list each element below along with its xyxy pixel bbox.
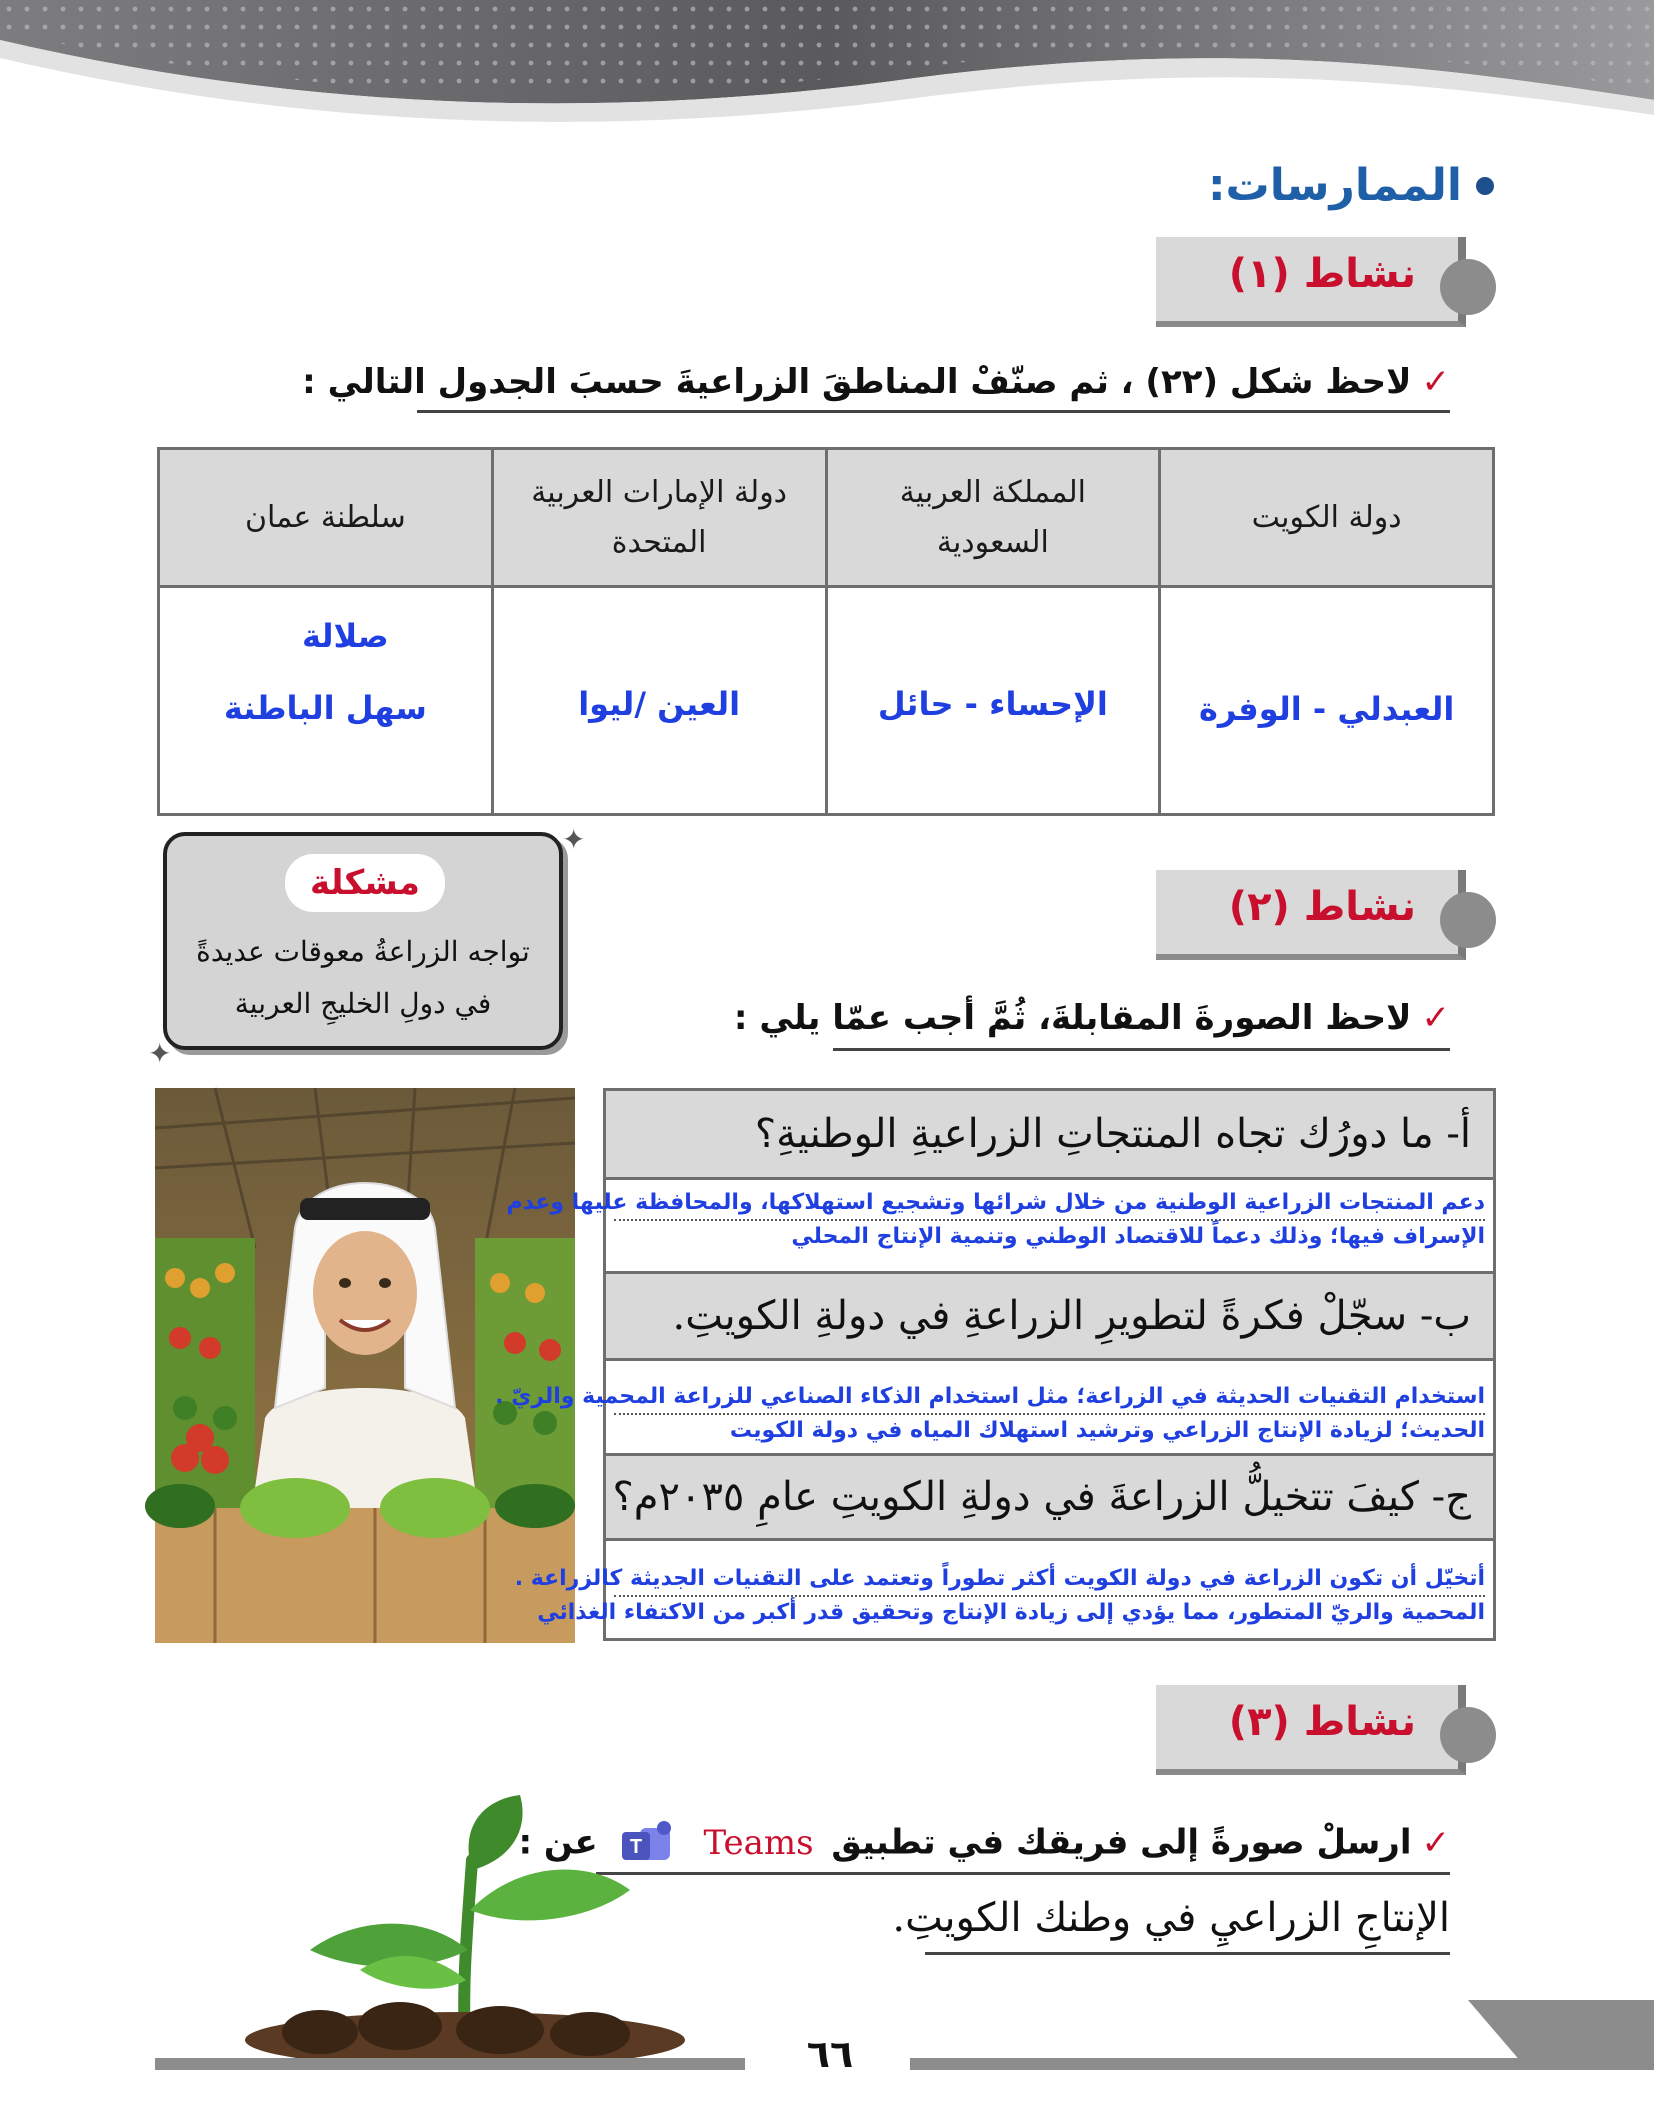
answer-b-line1: استخدام التقنيات الحديثة في الزراعة؛ مثل استخدام الذكاء الصناعي للزراعة المحمية والريّ . bbox=[614, 1381, 1485, 1415]
cell-saudi bbox=[826, 587, 1160, 815]
bullet-icon bbox=[1476, 177, 1494, 195]
cell-saudi-text: الإحساء - حائل bbox=[877, 685, 1108, 723]
activity-3-instruction-before: ارسلْ صورةً إلى فريقك في تطبيق bbox=[831, 1822, 1412, 1863]
header-kuwait: دولة الكويت bbox=[1160, 449, 1494, 587]
question-c: ج- كيفَ تتخيلُّ الزراعةَ في دولةِ الكويتِ عامِ ٢٠٣٥م؟ bbox=[606, 1453, 1493, 1541]
activity-3-banner bbox=[1156, 1685, 1496, 1775]
activity-2-banner bbox=[1156, 870, 1496, 960]
cell-oman-line2: سهل الباطنة bbox=[223, 689, 427, 727]
checkmark-icon: ✓ bbox=[1421, 362, 1450, 402]
footer-corner-decoration bbox=[1468, 2000, 1654, 2070]
answer-c bbox=[514, 1543, 1493, 1641]
activity-3-line2-underline bbox=[925, 1952, 1450, 1955]
answer-b-line2: الحديث؛ لزيادة الإنتاج الزراعي وترشيد استهلاك المياه في دولة الكويت bbox=[729, 1418, 1485, 1443]
activity-2-underline bbox=[833, 1048, 1450, 1051]
answer-c-line2: المحمية والريّ المتطور، مما يؤدي إلى زيادة الإنتاج وتحقيق قدر أكبر من الاكتفاء الغذائي bbox=[537, 1600, 1485, 1625]
activity-3-underline bbox=[596, 1872, 1450, 1875]
questions-panel bbox=[495, 1088, 1496, 1641]
sparkle-icon: ✦ bbox=[148, 1037, 172, 1070]
problem-title: مشكلة bbox=[285, 854, 445, 912]
answer-a bbox=[506, 1183, 1493, 1271]
activity-3-label: نشاط (٣) bbox=[1228, 1699, 1416, 1745]
cell-uae-text: العين /ليوا bbox=[578, 685, 741, 723]
activity-2-circle-icon bbox=[1440, 892, 1496, 948]
activity-3-circle-icon bbox=[1440, 1707, 1496, 1763]
activity-1-instruction-text: لاحظ شكل (٢٢) ، ثم صنّفْ المناطقَ الزراعيةَ حسبَ الجدول التالي : bbox=[302, 362, 1412, 402]
answer-b bbox=[495, 1363, 1493, 1453]
cell-uae bbox=[492, 587, 826, 815]
activity-2-instruction bbox=[734, 998, 1450, 1038]
svg-text:T: T bbox=[629, 1836, 642, 1858]
question-a: أ- ما دورُك تجاه المنتجاتِ الزراعيةِ الوطنيةِ؟ bbox=[606, 1088, 1493, 1180]
cell-kuwait-text: العبدلي - الوفرة bbox=[1198, 689, 1455, 728]
activity-1-label: نشاط (١) bbox=[1228, 251, 1416, 297]
activity-3-line2: الإنتاجِ الزراعيِ في وطنك الكويتِ. bbox=[892, 1895, 1450, 1941]
problem-text-line2: في دولِ الخليجِ العربية bbox=[234, 987, 492, 1020]
header-oman: سلطنة عمان bbox=[159, 449, 493, 587]
footer-bar-left bbox=[155, 2058, 745, 2070]
section-heading bbox=[1208, 160, 1494, 211]
problem-text bbox=[177, 926, 549, 1030]
checkmark-icon: ✓ bbox=[1421, 1822, 1450, 1863]
answer-c-line1: أتخيّل أن تكون الزراعة في دولة الكويت أكثر تطوراً وتعتمد على التقنيات الجديثة كالزراعة . bbox=[614, 1563, 1485, 1597]
market-boy-photo bbox=[155, 1088, 575, 1643]
activity-2-label: نشاط (٢) bbox=[1228, 884, 1416, 930]
problem-card bbox=[163, 832, 563, 1050]
question-b: ب- سجّلْ فكرةً لتطويرِ الزراعةِ في دولةِ الكويتِ. bbox=[606, 1271, 1493, 1361]
answer-a-line1: دعم المنتجات الزراعية الوطنية من خلال شرائها وتشجيع استهلاكها، والمحافظة عليها وعدم bbox=[614, 1187, 1485, 1221]
activity-1-circle-icon bbox=[1440, 259, 1496, 315]
answer-a-line2: الإسراف فيها؛ وذلك دعماً للاقتصاد الوطني وتنمية الإنتاج المحلي bbox=[791, 1224, 1485, 1249]
table-header-row bbox=[159, 449, 1494, 587]
page-number: ٦٦ bbox=[806, 2032, 854, 2076]
header-saudi: المملكة العربية السعودية bbox=[826, 449, 1160, 587]
activity-2-instruction-text: لاحظ الصورةَ المقابلةَ، ثُمَّ أجب عمّا يلي : bbox=[733, 998, 1412, 1038]
cell-oman-line1: صلالة bbox=[302, 617, 389, 655]
teams-app-name: Teams bbox=[703, 1822, 814, 1863]
activity-1-banner bbox=[1156, 237, 1496, 327]
checkmark-icon: ✓ bbox=[1421, 998, 1450, 1038]
regions-table bbox=[157, 447, 1495, 816]
cell-oman bbox=[159, 587, 493, 815]
top-wave-decoration bbox=[0, 0, 1654, 150]
section-heading-text: الممارسات: bbox=[1207, 160, 1462, 211]
cell-kuwait bbox=[1160, 587, 1494, 815]
plant-sprout-icon bbox=[240, 1800, 690, 2060]
sparkle-icon: ✦ bbox=[562, 823, 586, 856]
activity-3-instruction-after: عن : bbox=[518, 1822, 598, 1863]
problem-text-line1: تواجه الزراعةُ معوقات عديدةً bbox=[196, 935, 530, 968]
activity-1-underline bbox=[417, 410, 1450, 413]
header-uae: دولة الإمارات العربية المتحدة bbox=[492, 449, 826, 587]
table-row bbox=[159, 587, 1494, 815]
activity-1-instruction bbox=[302, 362, 1450, 402]
